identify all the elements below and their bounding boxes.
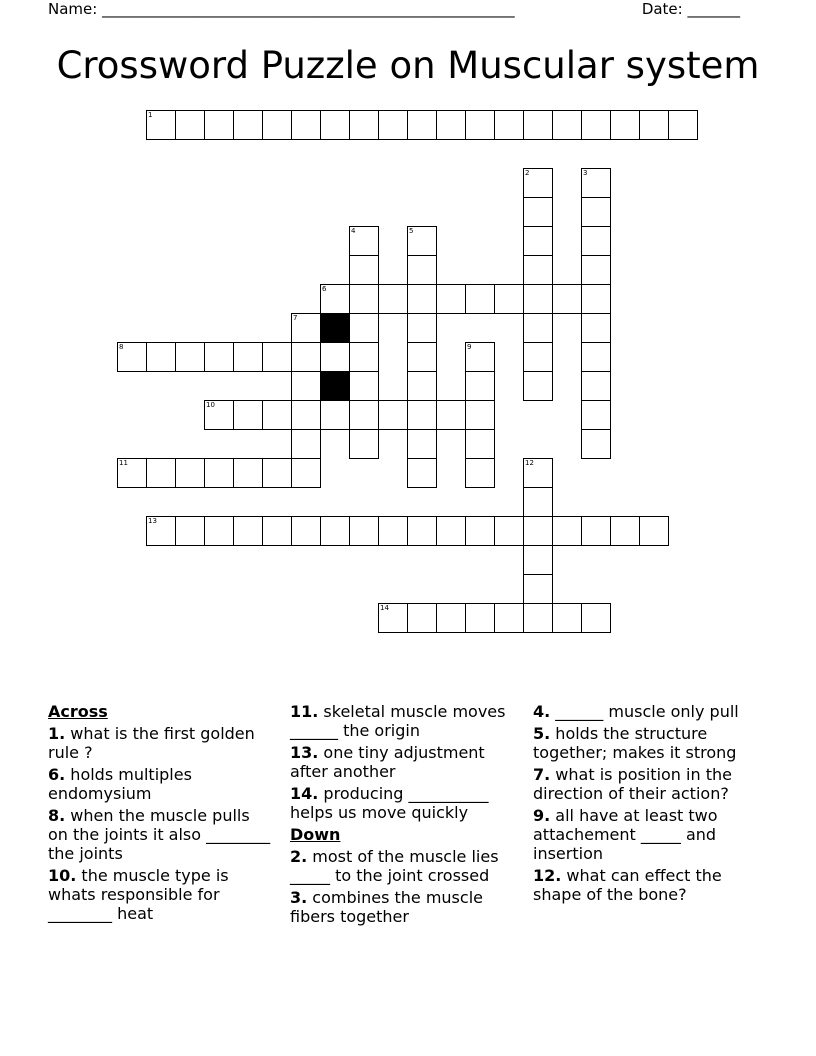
grid-cell[interactable]	[291, 516, 321, 546]
grid-cell[interactable]	[291, 458, 321, 488]
grid-cell[interactable]	[233, 516, 263, 546]
grid-cell[interactable]	[523, 458, 553, 488]
grid-cell[interactable]	[581, 284, 611, 314]
grid-cell[interactable]	[407, 458, 437, 488]
clue-number: 9.	[533, 806, 551, 825]
grid-cell[interactable]	[407, 371, 437, 401]
grid-cell[interactable]	[581, 255, 611, 285]
grid-cell[interactable]	[349, 226, 379, 256]
grid-cell[interactable]	[146, 458, 176, 488]
grid-cell[interactable]	[320, 110, 350, 140]
cell-number: 2	[525, 169, 530, 177]
grid-cell[interactable]	[378, 400, 408, 430]
grid-cell[interactable]	[523, 603, 553, 633]
grid-cell[interactable]	[523, 574, 553, 604]
grid-cell[interactable]	[523, 545, 553, 575]
cell-number: 5	[409, 227, 414, 235]
clue-number: 8.	[48, 806, 66, 825]
clues-column-2	[290, 702, 520, 929]
grid-cell[interactable]	[320, 400, 350, 430]
clue-number: 1.	[48, 724, 66, 743]
grid-cell[interactable]	[233, 110, 263, 140]
grid-cell[interactable]	[204, 516, 234, 546]
grid-cell[interactable]	[407, 255, 437, 285]
grid-cell[interactable]	[233, 342, 263, 372]
grid-cell[interactable]	[610, 516, 640, 546]
grid-cell[interactable]	[523, 226, 553, 256]
grid-cell[interactable]	[465, 110, 495, 140]
grid-cell[interactable]	[407, 516, 437, 546]
grid-cell[interactable]	[523, 197, 553, 227]
grid-cell[interactable]	[204, 110, 234, 140]
clue-text: what is the first golden rule ?	[48, 724, 255, 762]
clue-number: 11.	[290, 702, 319, 721]
grid-cell[interactable]	[465, 400, 495, 430]
clue-text: when the muscle pulls on the joints it also ________ the joints	[48, 806, 271, 863]
grid-cell[interactable]	[291, 342, 321, 372]
grid-cell[interactable]	[262, 342, 292, 372]
clue-text: combines the muscle fibers together	[290, 888, 483, 926]
grid-cell[interactable]	[581, 168, 611, 198]
grid-cell[interactable]	[117, 458, 147, 488]
grid-cell[interactable]	[407, 603, 437, 633]
grid-cell[interactable]	[349, 400, 379, 430]
clues-column-3	[533, 702, 773, 907]
grid-cell[interactable]	[291, 313, 321, 343]
grid-cell[interactable]	[262, 458, 292, 488]
grid-cell[interactable]	[117, 342, 147, 372]
clue-across-6	[48, 765, 273, 803]
grid-cell[interactable]	[465, 284, 495, 314]
grid-cell[interactable]	[291, 429, 321, 459]
grid-cell[interactable]	[378, 516, 408, 546]
grid-cell[interactable]	[639, 110, 669, 140]
grid-cell[interactable]	[146, 110, 176, 140]
clue-down-7	[533, 765, 773, 803]
clue-text: the muscle type is whats responsible for ________ heat	[48, 866, 229, 923]
grid-cell[interactable]	[465, 458, 495, 488]
grid-cell[interactable]	[175, 516, 205, 546]
clue-text: all have at least two attachement _____ and insertion	[533, 806, 718, 863]
grid-cell[interactable]	[291, 110, 321, 140]
grid-cell[interactable]	[349, 342, 379, 372]
clue-down-2	[290, 847, 520, 885]
grid-cell[interactable]	[378, 110, 408, 140]
clue-down-9	[533, 806, 773, 863]
clue-across-1	[48, 724, 273, 762]
page-title: Crossword Puzzle on Muscular system	[56, 44, 760, 87]
grid-cell[interactable]	[494, 284, 524, 314]
grid-cell[interactable]	[494, 516, 524, 546]
grid-block-cell	[320, 313, 350, 343]
grid-cell[interactable]	[146, 342, 176, 372]
grid-block-cell	[320, 371, 350, 401]
grid-cell[interactable]	[378, 284, 408, 314]
clue-number: 3.	[290, 888, 308, 907]
grid-cell[interactable]	[581, 429, 611, 459]
grid-cell[interactable]	[523, 168, 553, 198]
grid-cell[interactable]	[668, 110, 698, 140]
clue-down-4	[533, 702, 773, 721]
grid-cell[interactable]	[523, 284, 553, 314]
grid-cell[interactable]	[581, 313, 611, 343]
cell-number: 11	[119, 459, 128, 467]
grid-cell[interactable]	[465, 603, 495, 633]
clue-number: 10.	[48, 866, 77, 885]
cell-number: 12	[525, 459, 534, 467]
grid-cell[interactable]	[552, 516, 582, 546]
clue-text: skeletal muscle moves ______ the origin	[290, 702, 506, 740]
grid-cell[interactable]	[291, 400, 321, 430]
grid-cell[interactable]	[233, 458, 263, 488]
grid-cell[interactable]	[233, 400, 263, 430]
grid-cell[interactable]	[407, 342, 437, 372]
grid-cell[interactable]	[349, 429, 379, 459]
cell-number: 8	[119, 343, 124, 351]
grid-cell[interactable]	[349, 284, 379, 314]
clue-number: 14.	[290, 784, 319, 803]
grid-cell[interactable]	[262, 400, 292, 430]
clue-number: 13.	[290, 743, 319, 762]
grid-cell[interactable]	[465, 371, 495, 401]
clue-down-5	[533, 724, 773, 762]
grid-cell[interactable]	[552, 284, 582, 314]
grid-cell[interactable]	[407, 429, 437, 459]
grid-cell[interactable]	[610, 110, 640, 140]
grid-cell[interactable]	[349, 110, 379, 140]
grid-cell[interactable]	[581, 516, 611, 546]
down-heading: Down	[290, 825, 341, 844]
grid-cell[interactable]	[552, 603, 582, 633]
grid-cell[interactable]	[523, 110, 553, 140]
clue-across-11	[290, 702, 520, 740]
grid-cell[interactable]	[465, 429, 495, 459]
clue-across-14	[290, 784, 520, 822]
grid-cell[interactable]	[436, 400, 466, 430]
cell-number: 14	[380, 604, 389, 612]
grid-cell[interactable]	[204, 342, 234, 372]
cell-number: 7	[293, 314, 298, 322]
clues-column-1	[48, 702, 273, 926]
grid-cell[interactable]	[407, 313, 437, 343]
cell-number: 6	[322, 285, 327, 293]
grid-cell[interactable]	[436, 284, 466, 314]
cell-number: 10	[206, 401, 215, 409]
grid-cell[interactable]	[552, 110, 582, 140]
grid-cell[interactable]	[465, 342, 495, 372]
clue-down-3	[290, 888, 520, 926]
grid-cell[interactable]	[175, 342, 205, 372]
grid-cell[interactable]	[349, 255, 379, 285]
clue-number: 4.	[533, 702, 551, 721]
grid-cell[interactable]	[407, 284, 437, 314]
grid-cell[interactable]	[436, 603, 466, 633]
clue-text: most of the muscle lies _____ to the joint crossed	[290, 847, 499, 885]
name-field[interactable]: Name: _______________________________________________________	[48, 0, 515, 18]
grid-cell[interactable]	[581, 197, 611, 227]
grid-cell[interactable]	[436, 110, 466, 140]
clue-text: holds multiples endomysium	[48, 765, 192, 803]
clue-number: 7.	[533, 765, 551, 784]
grid-cell[interactable]	[581, 342, 611, 372]
grid-cell[interactable]	[436, 516, 466, 546]
clue-text: one tiny adjustment after another	[290, 743, 485, 781]
grid-cell[interactable]	[523, 516, 553, 546]
across-heading: Across	[48, 702, 108, 721]
grid-cell[interactable]	[291, 371, 321, 401]
grid-cell[interactable]	[349, 371, 379, 401]
clue-text: producing __________ helps us move quickly	[290, 784, 489, 822]
cell-number: 4	[351, 227, 356, 235]
clue-text: what can effect the shape of the bone?	[533, 866, 722, 904]
clue-across-13	[290, 743, 520, 781]
clue-across-10	[48, 866, 273, 923]
clue-text: holds the structure together; makes it strong	[533, 724, 737, 762]
cell-number: 1	[148, 111, 153, 119]
clue-number: 5.	[533, 724, 551, 743]
cell-number: 9	[467, 343, 472, 351]
grid-cell[interactable]	[465, 516, 495, 546]
grid-cell[interactable]	[349, 313, 379, 343]
date-field[interactable]: Date: _______	[641, 0, 740, 18]
grid-cell[interactable]	[639, 516, 669, 546]
grid-cell[interactable]	[320, 516, 350, 546]
grid-cell[interactable]	[204, 458, 234, 488]
grid-cell[interactable]	[407, 110, 437, 140]
clue-number: 6.	[48, 765, 66, 784]
grid-cell[interactable]	[320, 342, 350, 372]
grid-cell[interactable]	[581, 400, 611, 430]
grid-cell[interactable]	[262, 110, 292, 140]
grid-cell[interactable]	[407, 226, 437, 256]
cell-number: 3	[583, 169, 588, 177]
grid-cell[interactable]	[146, 516, 176, 546]
cell-number: 13	[148, 517, 157, 525]
clue-number: 12.	[533, 866, 562, 885]
grid-cell[interactable]	[407, 400, 437, 430]
grid-cell[interactable]	[523, 255, 553, 285]
clue-number: 2.	[290, 847, 308, 866]
grid-cell[interactable]	[378, 603, 408, 633]
grid-cell[interactable]	[494, 603, 524, 633]
grid-cell[interactable]	[581, 110, 611, 140]
clue-text: what is position in the direction of their action?	[533, 765, 732, 803]
grid-cell[interactable]	[523, 371, 553, 401]
grid-cell[interactable]	[581, 226, 611, 256]
grid-cell[interactable]	[523, 342, 553, 372]
grid-cell[interactable]	[581, 603, 611, 633]
grid-cell[interactable]	[581, 371, 611, 401]
grid-cell[interactable]	[494, 110, 524, 140]
grid-cell[interactable]	[175, 110, 205, 140]
grid-cell[interactable]	[523, 313, 553, 343]
grid-cell[interactable]	[349, 516, 379, 546]
clue-across-8	[48, 806, 273, 863]
clue-down-12	[533, 866, 773, 904]
clue-text: ______ muscle only pull	[550, 702, 739, 721]
grid-cell[interactable]	[175, 458, 205, 488]
grid-cell[interactable]	[320, 284, 350, 314]
grid-cell[interactable]	[262, 516, 292, 546]
grid-cell[interactable]	[204, 400, 234, 430]
grid-cell[interactable]	[523, 487, 553, 517]
